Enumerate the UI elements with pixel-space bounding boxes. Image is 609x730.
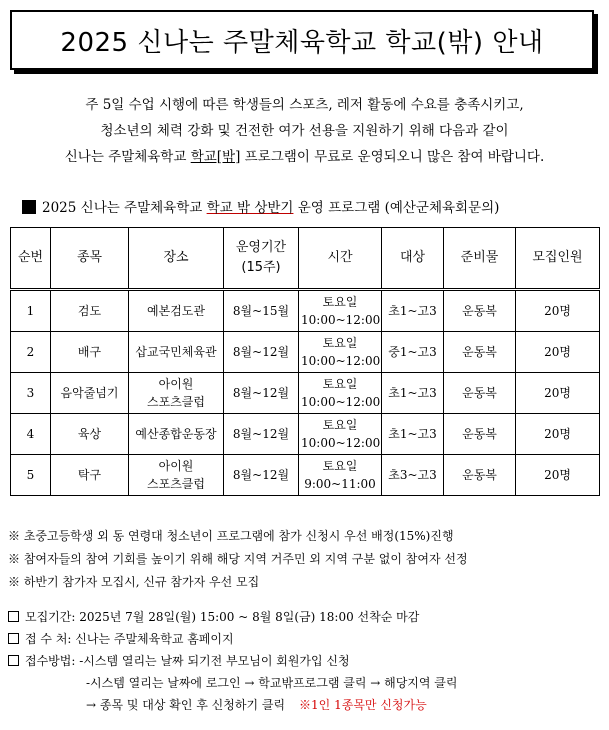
cell-place-line1: 삽교국민체육관 bbox=[135, 345, 217, 359]
cell-capacity: 20명 bbox=[516, 414, 600, 455]
cell-period: 8월~15월 bbox=[224, 290, 299, 332]
apply-method-row-3 bbox=[8, 694, 608, 716]
col-header-period bbox=[224, 228, 299, 290]
page-title-text: 2025 신나는 주말체육학교 학교(밖) 안내 bbox=[60, 27, 544, 58]
cell-prep: 운동복 bbox=[444, 414, 516, 455]
note-item: ※ 하반기 참가자 모집시, 신규 참가자 우선 모집 bbox=[8, 575, 260, 589]
table-header-row bbox=[11, 228, 600, 290]
note-item: ※ 초중고등학생 외 동 연령대 청소년이 프로그램에 참가 신청시 우선 배정(15%)진행 bbox=[8, 529, 454, 543]
cell-prep: 운동복 bbox=[444, 455, 516, 496]
apply-method-row bbox=[8, 650, 608, 672]
col-header-time: 시간 bbox=[299, 228, 382, 290]
col-header-no: 순번 bbox=[11, 228, 51, 290]
application-info bbox=[8, 606, 608, 716]
cell-hours: 10:00~12:00 bbox=[301, 313, 381, 327]
cell-place-line2: 스포츠클럽 bbox=[147, 477, 205, 491]
table-row bbox=[11, 455, 600, 496]
checkbox-icon bbox=[8, 655, 19, 666]
intro-paragraph bbox=[0, 92, 609, 170]
cell-no: 4 bbox=[11, 414, 51, 455]
cell-place bbox=[129, 332, 224, 373]
col-header-period-line2: (15주) bbox=[241, 260, 281, 275]
table-row bbox=[11, 414, 600, 455]
apply-method-row-2 bbox=[8, 672, 608, 694]
section-heading-pre: 2025 신나는 주말체육학교 bbox=[42, 200, 207, 216]
cell-hours: 9:00~11:00 bbox=[304, 477, 376, 491]
checkbox-icon bbox=[8, 611, 19, 622]
cell-time bbox=[299, 332, 382, 373]
table-row bbox=[11, 290, 600, 332]
apply-method-2: -시스템 열리는 날짜에 로그인 → 학교밖프로그램 클릭 → 해당지역 클릭 bbox=[86, 676, 458, 690]
cell-day: 토요일 bbox=[322, 295, 358, 309]
notes-list bbox=[8, 525, 608, 594]
intro-line-3-pre: 신나는 주말체육학교 bbox=[64, 149, 191, 165]
cell-sport: 육상 bbox=[51, 414, 129, 455]
cell-target: 초3~고3 bbox=[382, 455, 444, 496]
cell-place bbox=[129, 373, 224, 414]
apply-where: 접 수 처: 신나는 주말체육학교 홈페이지 bbox=[25, 632, 234, 646]
cell-place-line1: 예본검도관 bbox=[147, 304, 205, 318]
cell-target: 초1~고3 bbox=[382, 414, 444, 455]
cell-prep: 운동복 bbox=[444, 373, 516, 414]
intro-line-1: 주 5일 수업 시행에 따른 학생들의 스포츠, 레저 활동에 수요를 충족시키고, bbox=[85, 97, 524, 113]
cell-period: 8월~12월 bbox=[224, 455, 299, 496]
col-header-target: 대상 bbox=[382, 228, 444, 290]
intro-line-3-post: 프로그램이 무료로 운영되오니 많은 참여 바랍니다. bbox=[240, 149, 545, 165]
apply-limit-note: ※1인 1종목만 신청가능 bbox=[299, 698, 427, 712]
col-header-period-line1: 운영기간 bbox=[235, 240, 287, 255]
cell-time bbox=[299, 414, 382, 455]
apply-method-3: → 종목 및 대상 확인 후 신청하기 클릭 bbox=[86, 698, 286, 712]
cell-period: 8월~12월 bbox=[224, 373, 299, 414]
apply-period: 모집기간: 2025년 7월 28일(월) 15:00 ~ 8월 8일(금) 18:00 선착순 마감 bbox=[25, 610, 420, 624]
cell-time bbox=[299, 290, 382, 332]
apply-period-row bbox=[8, 606, 608, 628]
cell-hours: 10:00~12:00 bbox=[301, 354, 381, 368]
cell-time bbox=[299, 455, 382, 496]
cell-no: 2 bbox=[11, 332, 51, 373]
cell-capacity: 20명 bbox=[516, 455, 600, 496]
program-table bbox=[10, 227, 600, 496]
cell-sport: 음악줄넘기 bbox=[51, 373, 129, 414]
cell-place bbox=[129, 290, 224, 332]
cell-place-line2: 스포츠클럽 bbox=[147, 395, 205, 409]
cell-no: 5 bbox=[11, 455, 51, 496]
cell-place-line1: 아이원 bbox=[158, 377, 194, 391]
note-item: ※ 참여자들의 참여 기회를 높이기 위해 해당 지역 거주민 외 지역 구분 없이 참여자 선정 bbox=[8, 552, 468, 566]
cell-day: 토요일 bbox=[322, 377, 358, 391]
apply-method-1: 접수방법: -시스템 열리는 날짜 되기전 부모님이 회원가입 신청 bbox=[25, 654, 350, 668]
col-header-place: 장소 bbox=[129, 228, 224, 290]
intro-line-2: 청소년의 체력 강화 및 건전한 여가 선용을 지원하기 위해 다음과 같이 bbox=[100, 123, 509, 139]
intro-line-3 bbox=[0, 144, 609, 170]
cell-target: 초1~고3 bbox=[382, 290, 444, 332]
cell-sport: 검도 bbox=[51, 290, 129, 332]
cell-no: 1 bbox=[11, 290, 51, 332]
cell-capacity: 20명 bbox=[516, 373, 600, 414]
section-heading bbox=[22, 196, 602, 216]
cell-day: 토요일 bbox=[322, 336, 358, 350]
cell-place bbox=[129, 414, 224, 455]
cell-place-line1: 예산종합운동장 bbox=[135, 427, 217, 441]
cell-prep: 운동복 bbox=[444, 290, 516, 332]
cell-prep: 운동복 bbox=[444, 332, 516, 373]
page-title bbox=[10, 10, 594, 70]
cell-place-line1: 아이원 bbox=[158, 459, 194, 473]
section-heading-post: 운영 프로그램 (예산군체육회문의) bbox=[293, 200, 500, 216]
cell-target: 중1~고3 bbox=[382, 332, 444, 373]
apply-where-row bbox=[8, 628, 608, 650]
cell-day: 토요일 bbox=[322, 459, 358, 473]
section-heading-underlined: 학교 밖 상반기 bbox=[206, 200, 294, 216]
intro-line-3-underlined: 학교[밖] bbox=[190, 149, 241, 165]
cell-sport: 탁구 bbox=[51, 455, 129, 496]
cell-no: 3 bbox=[11, 373, 51, 414]
cell-sport: 배구 bbox=[51, 332, 129, 373]
cell-hours: 10:00~12:00 bbox=[301, 436, 381, 450]
cell-hours: 10:00~12:00 bbox=[301, 395, 381, 409]
col-header-prep: 준비물 bbox=[444, 228, 516, 290]
table-row bbox=[11, 332, 600, 373]
cell-capacity: 20명 bbox=[516, 332, 600, 373]
table-row bbox=[11, 373, 600, 414]
cell-target: 초1~고3 bbox=[382, 373, 444, 414]
cell-day: 토요일 bbox=[322, 418, 358, 432]
cell-place bbox=[129, 455, 224, 496]
col-header-capacity: 모집인원 bbox=[516, 228, 600, 290]
cell-period: 8월~12월 bbox=[224, 414, 299, 455]
square-bullet-icon bbox=[22, 200, 36, 214]
col-header-sport: 종목 bbox=[51, 228, 129, 290]
cell-period: 8월~12월 bbox=[224, 332, 299, 373]
cell-time bbox=[299, 373, 382, 414]
cell-capacity: 20명 bbox=[516, 290, 600, 332]
checkbox-icon bbox=[8, 633, 19, 644]
